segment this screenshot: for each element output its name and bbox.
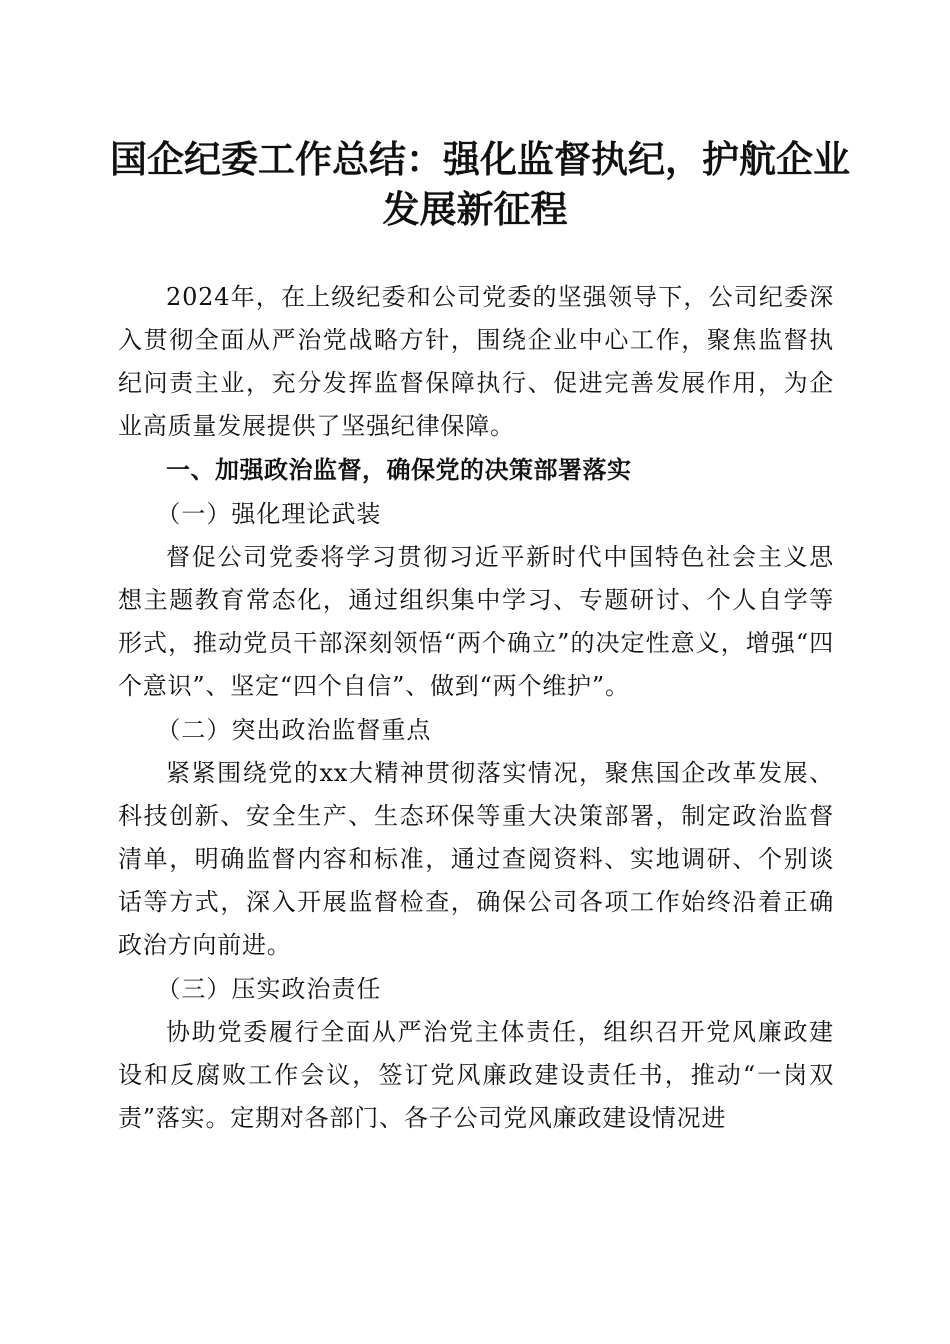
subsection-2-paragraph: 紧紧围绕党的xx大精神贯彻落实情况，聚焦国企改革发展、科技创新、安全生产、生态环保等重大决策部署，制定政治监督清单，明确监督内容和标准，通过查阅资料、实地调研、个别谈话等方式，深入开展监督检查，确保公司各项工作始终沿着正确政治方向前进。 [118, 759, 834, 959]
document-title [110, 134, 850, 234]
subsection-heading-2: （二）突出政治监督重点 [156, 716, 432, 744]
title-line-1: 国企纪委工作总结：强化监督执纪，护航企业 [110, 137, 850, 181]
document-body [118, 276, 834, 1140]
subsection-heading-3: （三）压实政治责任 [156, 975, 382, 1003]
section-heading-1: 一、加强政治监督，确保党的决策部署落实 [166, 456, 632, 484]
subsection-1-paragraph: 督促公司党委将学习贯彻习近平新时代中国特色社会主义思想主题教育常态化，通过组织集中学习、专题研讨、个人自学等形式，推动党员干部深刻领悟“两个确立”的决定性意义，增强“四个意识”、坚定“四个自信”、做到“两个维护”。 [118, 543, 834, 700]
subsection-heading-1: （一）强化理论武装 [156, 500, 382, 528]
subsection-3-paragraph: 协助党委履行全面从严治党主体责任，组织召开党风廉政建设和反腐败工作会议，签订党风廉政建设责任书，推动“一岗双责”落实。定期对各部门、各子公司党风廉政建设情况进 [118, 1018, 834, 1132]
intro-paragraph: 2024年，在上级纪委和公司党委的坚强领导下，公司纪委深入贯彻全面从严治党战略方针，围绕企业中心工作，聚焦监督执纪问责主业，充分发挥监督保障执行、促进完善发展作用，为企业高质量发展提供了坚强纪律保障。 [118, 283, 834, 440]
title-line-2: 发展新征程 [382, 187, 568, 231]
